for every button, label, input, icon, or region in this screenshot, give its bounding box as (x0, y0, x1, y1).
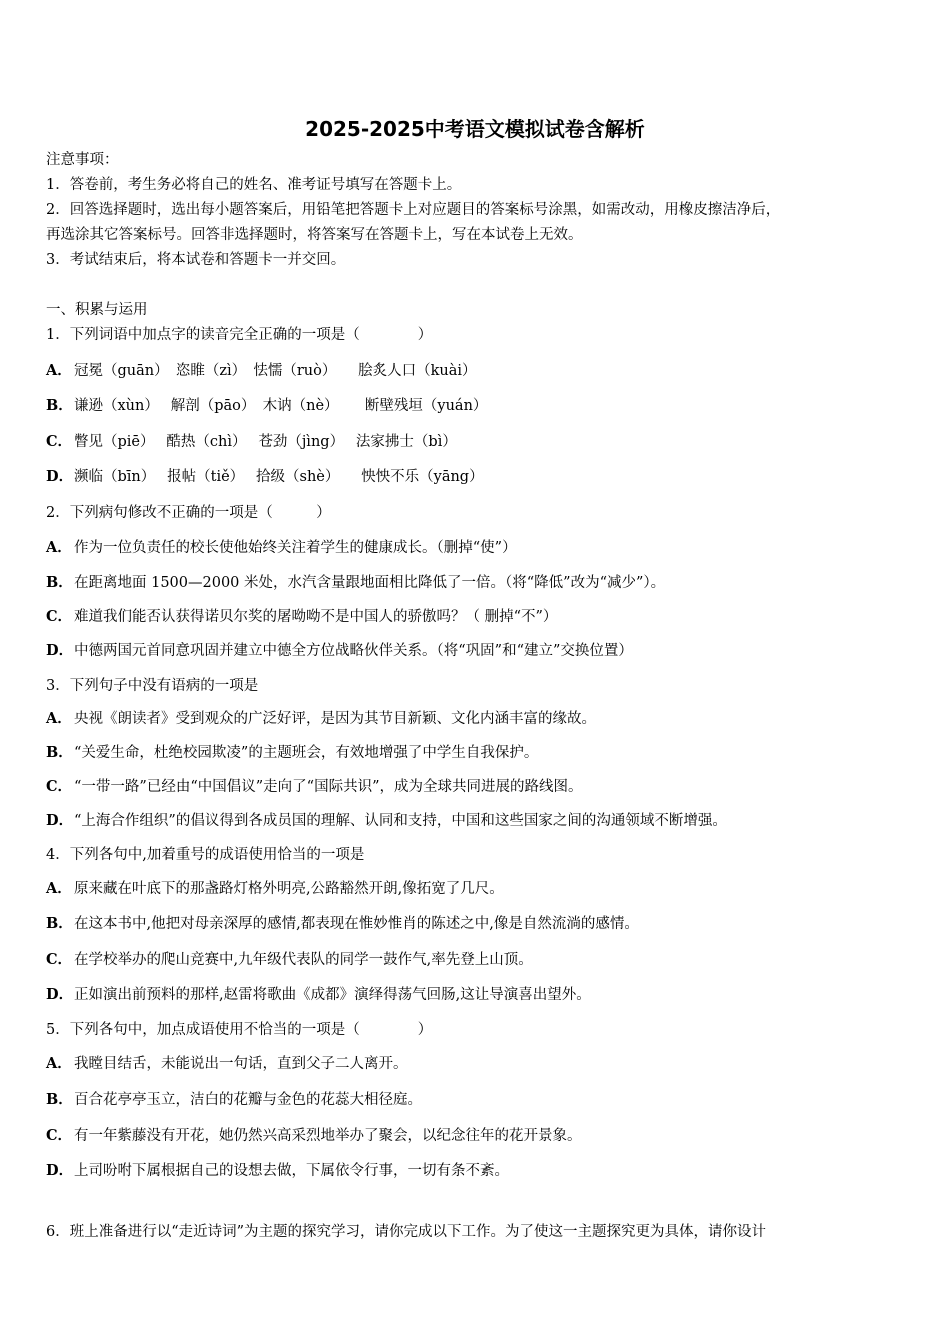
option-label: A． (46, 362, 72, 379)
option-row (46, 743, 906, 763)
option-text: 中德两国元首同意巩固并建立中德全方位战略伙伴关系。（将“巩固”和“建立”交换位置） (74, 643, 633, 659)
option-label: B． (46, 915, 73, 932)
notice-item: 再选涂其它答案标号。回答非选择题时，将答案写在答题卡上，写在本试卷上无效。 (46, 227, 583, 243)
option-row (46, 573, 906, 593)
option-row (46, 1126, 906, 1146)
option-row (46, 361, 906, 381)
option-label: B． (46, 574, 73, 591)
section-heading: 一、积累与运用 (46, 302, 148, 318)
option-text: 濒临（bīn） 报帖（tiě） 拾级（shè） 怏怏不乐（yāng） (74, 469, 484, 485)
option-row (46, 914, 906, 934)
option-row (46, 641, 906, 661)
option-text: 有一年紫藤没有开花，她仍然兴高采烈地举办了聚会，以纪念往年的花开景象。 (74, 1128, 582, 1144)
option-row (46, 1054, 906, 1074)
option-row (46, 538, 906, 558)
option-text: “关爱生命，杜绝校园欺凌”的主题班会，有效地增强了中学生自我保护。 (74, 745, 539, 761)
option-row (46, 811, 906, 831)
option-row (46, 467, 906, 487)
option-row (46, 709, 906, 729)
option-row (46, 607, 906, 627)
option-label: B． (46, 744, 73, 761)
notice-heading: 注意事项： (46, 152, 119, 168)
option-text: 在学校举办的爬山竞赛中,九年级代表队的同学一鼓作气,率先登上山顶。 (74, 952, 533, 968)
option-text: 瞥见（piē） 酷热（chì） 苍劲（jìng） 法家拂士（bì） (74, 434, 457, 450)
question-stem: 4．下列各句中,加着重号的成语使用恰当的一项是 (46, 847, 365, 863)
question-stem: 6．班上准备进行以“走近诗词”为主题的探究学习，请你完成以下工作。为了使这一主题探究更为具体，请你设计 (46, 1224, 767, 1240)
notice-item: 2．回答选择题时，选出每小题答案后，用铅笔把答题卡上对应题目的答案标号涂黑，如需改动，用橡皮擦洁净后， (46, 202, 781, 218)
question-stem: 3．下列句子中没有语病的一项是 (46, 678, 259, 694)
question-stem: 1．下列词语中加点字的读音完全正确的一项是（ ） (46, 327, 433, 343)
option-label: D． (46, 812, 74, 829)
option-text: 正如演出前预料的那样,赵雷将歌曲《成都》演绎得荡气回肠,这让导演喜出望外。 (74, 987, 591, 1003)
option-label: B． (46, 1091, 73, 1108)
option-label: A． (46, 880, 72, 897)
notice-item: 3．考试结束后，将本试卷和答题卡一并交回。 (46, 252, 346, 268)
option-label: B． (46, 397, 73, 414)
option-row (46, 950, 906, 970)
option-label: C． (46, 1127, 73, 1144)
option-text: 上司吩咐下属根据自己的设想去做，下属依令行事，一切有条不紊。 (74, 1163, 509, 1179)
option-label: D． (46, 1162, 74, 1179)
notice-item: 1．答卷前，考生务必将自己的姓名、准考证号填写在答题卡上。 (46, 177, 462, 193)
option-label: D． (46, 642, 74, 659)
option-text: 作为一位负责任的校长使他始终关注着学生的健康成长。（删掉“使”） (74, 540, 517, 556)
option-text: 央视《朗读者》受到观众的广泛好评，是因为其节目新颖、文化内涵丰富的缘故。 (74, 711, 596, 727)
option-label: A． (46, 1055, 72, 1072)
option-label: C． (46, 951, 73, 968)
option-row (46, 879, 906, 899)
page-title: 2025-2025中考语文模拟试卷含解析 (305, 117, 645, 141)
question-stem: 2．下列病句修改不正确的一项是（ ） (46, 505, 331, 521)
option-label: A． (46, 710, 72, 727)
option-text: 百合花亭亭玉立，洁白的花瓣与金色的花蕊大相径庭。 (74, 1092, 422, 1108)
option-text: 我瞠目结舌，未能说出一句话，直到父子二人离开。 (74, 1056, 408, 1072)
option-text: 原来藏在叶底下的那盏路灯格外明亮,公路豁然开朗,像拓宽了几尺。 (74, 881, 504, 897)
option-text: 在这本书中,他把对母亲深厚的感情,都表现在惟妙惟肖的陈述之中,像是自然流淌的感情。 (74, 916, 639, 932)
option-text: 在距离地面 1500—2000 米处，水汽含量跟地面相比降低了一倍。（将“降低”改为“减少”）。 (74, 575, 666, 591)
option-label: C． (46, 778, 73, 795)
option-text: “一带一路”已经由“中国倡议”走向了“国际共识”，成为全球共同进展的路线图。 (74, 779, 583, 795)
option-label: D． (46, 468, 74, 485)
option-label: D． (46, 986, 74, 1003)
option-row (46, 985, 906, 1005)
option-row (46, 1161, 906, 1181)
option-row (46, 1090, 906, 1110)
option-label: A． (46, 539, 72, 556)
option-text: 谦逊（xùn） 解剖（pāo） 木讷（nè） 断壁残垣（yuán） (74, 398, 488, 414)
option-text: 难道我们能否认获得诺贝尔奖的屠呦呦不是中国人的骄傲吗？（ 删掉“不”） (74, 609, 558, 625)
question-stem: 5．下列各句中，加点成语使用不恰当的一项是（ ） (46, 1022, 433, 1038)
option-text: “上海合作组织”的倡议得到各成员国的理解、认同和支持，中国和这些国家之间的沟通领域不断增强。 (74, 813, 727, 829)
option-label: C． (46, 608, 73, 625)
option-row (46, 432, 906, 452)
option-row (46, 777, 906, 797)
option-label: C． (46, 433, 73, 450)
option-row (46, 396, 906, 416)
option-text: 冠冕（guān） 恣睢（zì） 怯懦（ruò） 脍炙人口（kuài） (74, 363, 477, 379)
